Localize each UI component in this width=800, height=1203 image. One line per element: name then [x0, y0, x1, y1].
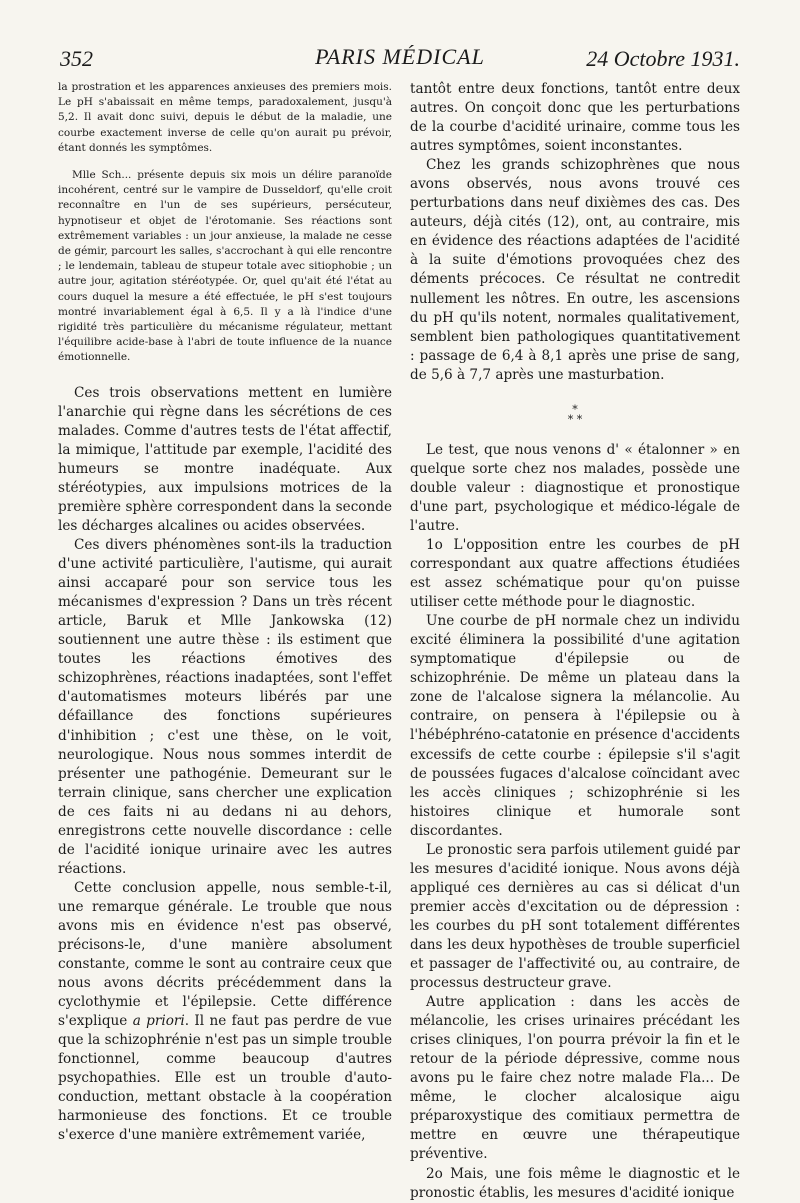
paragraph: Autre application : dans les accès de mélancolie, les crises urinaires précédant les crises cliniques, l'on pourra prévoir la fin et le retour de la période dépressive, comme nous avons pu le faire chez notre malade Fla... De même, le clocher alcalosique aigu préparoxystique des comitiaux permettra de mettre en œuvre une thérapeutique préventive.	[410, 994, 740, 1163]
section-separator	[410, 402, 740, 426]
paragraph: Le test, que nous venons d' « étalonner » en quelque sorte chez nos malades, possède une double valeur : diagnostique et pronostique d'une part, psychologique et médico-légale de l'autre.	[410, 441, 740, 534]
italic-phrase: a priori	[132, 1013, 185, 1030]
paragraph: 1o L'opposition entre les courbes de pH correspondant aux quatre affections étudiées est assez schématique pour qu'on puisse utiliser cette méthode pour le diagnostic.	[410, 536, 740, 611]
journal-title: PARIS MÉDICAL	[315, 44, 485, 69]
asterism-top: *	[572, 402, 578, 416]
paragraph: 2o Mais, une fois même le diagnostic et le pronostic établis, les mesures d'acidité ionique	[410, 1165, 740, 1201]
page-number: 352	[60, 46, 93, 71]
paragraph	[58, 879, 392, 1146]
paragraph: Ces trois observations mettent en lumière l'anarchie qui règne dans les sécrétions de ces malades. Comme d'autres tests de l'état affectif, la mimique, l'attitude par exemple, l'acidité des humeurs se montre inadéquate. Aux stéréotypies, aux impulsions motrices de la première sphère correspondent dans la seconde les décharges alcalines ou acides observées.	[58, 384, 392, 534]
paragraph-text: . Il ne faut pas perdre de vue que la schizophrénie n'est pas un simple trouble fonctionnel, comme beaucoup d'autres psychopathies. Elle est un trouble d'auto-conduction, mettant obstacle à la coopération harmonieuse des fonctions. Et ce trouble s'exerce d'une manière extrêmement variée,	[58, 1013, 392, 1144]
paragraph: Une courbe de pH normale chez un individu excité éliminera la possibilité d'une agitation symptomatique d'épilepsie ou de schizophrénie. De même un plateau dans la zone de l'alcalose signera la mélancolie. Au contraire, on pensera à l'épilepsie ou à l'hébéphréno-catatonie en présence d'accidents excessifs de cette courbe : épilepsie s'il s'agit de poussées fugaces d'alcalose coïncidant avec les accès cliniques ; schizophrénie si les histoires clinique et humorale sont discordantes.	[410, 613, 740, 839]
paragraph-text: Cette conclusion appelle, nous semble-t-il, une remarque générale. Le trouble que nous avons mis en évidence n'est pas observé, précisons-le, d'une manière absolument constante, comme le sont au contraire ceux que nous avons décrits précédemment dans la cyclothymie et l'épilepsie. Cette différence s'explique	[58, 879, 392, 1030]
left-column	[58, 80, 392, 1146]
asterism-bottom: * *	[567, 412, 583, 426]
case-note-sch: Mlle Sch... présente depuis six mois un délire paranoïde incohérent, centré sur le vampire de Dusseldorf, qu'elle croit reconnaître en l'un de ses supérieurs, persécuteur, hypnotiseur et objet de l'érotomanie. Ses réactions sont extrêmement variables : un jour anxieuse, la malade ne cesse de gémir, parcourt les salles, s'accrochant à qui elle rencontre ; le lendemain, tableau de stupeur totale avec sitiophobie ; un autre jour, agitation stéréotypée. Or, quel qu'ait été l'état au cours duquel la mesure a été effectuée, le pH s'est toujours montré invariablement égal à 6,5. Il y a là l'indice d'une rigidité très particulière du mécanisme régulateur, mettant l'équilibre acide-base à l'abri de toute influence de la nuance émotionnelle.	[58, 169, 392, 364]
right-column	[410, 80, 740, 1203]
page-header	[60, 42, 740, 76]
paragraph: Le pronostic sera parfois utilement guidé par les mesures d'acidité ionique. Nous avons déjà appliqué ces dernières au cas si délicat d'un premier accès d'excitation ou de dépression : les courbes du pH sont totalement différentes dans les deux hypothèses de trouble superficiel et passager de l'affectivité ou, au contraire, de processus destructeur grave.	[410, 841, 740, 992]
issue-date: 24 Octobre 1931.	[586, 46, 740, 71]
case-note-end: la prostration et les apparences anxieuses des premiers mois. Le pH s'abaissait en même temps, paradoxalement, jusqu'à 5,2. Il avait donc suivi, depuis le début de la maladie, une courbe exactement inverse de celle qu'on aurait pu prévoir, étant donnés les symptômes.	[58, 81, 392, 154]
paragraph: Chez les grands schizophrènes que nous avons observés, nous avons trouvé ces perturbations dans neuf dixièmes des cas. Des auteurs, déjà cités (12), ont, au contraire, mis en évidence des réactions adaptées de l'acidité à la suite d'émotions provoquées chez des déments précoces. Ce résultat ne contredit nullement les nôtres. En outre, les ascensions du pH qu'ils notent, normales qualitativement, semblent bien pathologiques quantitativement : passage de 6,4 à 8,1 après une prise de sang, de 5,6 à 7,7 après une masturbation.	[410, 157, 740, 383]
paragraph: tantôt entre deux fonctions, tantôt entre deux autres. On conçoit donc que les perturbations de la courbe d'acidité urinaire, comme tous les autres symptômes, soient inconstantes.	[410, 81, 740, 155]
paragraph: Ces divers phénomènes sont-ils la traduction d'une activité particulière, l'autisme, qui aurait ainsi accaparé pour son service tous les mécanismes d'expression ? Dans un très récent article, Baruk et Mlle Jankowska (12) soutiennent une autre thèse : ils estiment que toutes les réactions émotives des schizophrènes, réactions inadaptées, sont l'effet d'automatismes moteurs libérés par une défaillance des fonctions supérieures d'inhibition ; c'est une thèse, on le voit, neurologique. Nous nous sommes interdit de présenter une pathogénie. Demeurant sur le terrain clinique, sans chercher une explication de ces faits ni au dedans ni au dehors, enregistrons cette nouvelle discordance : celle de l'acidité ionique urinaire avec les autres réactions.	[58, 537, 392, 877]
